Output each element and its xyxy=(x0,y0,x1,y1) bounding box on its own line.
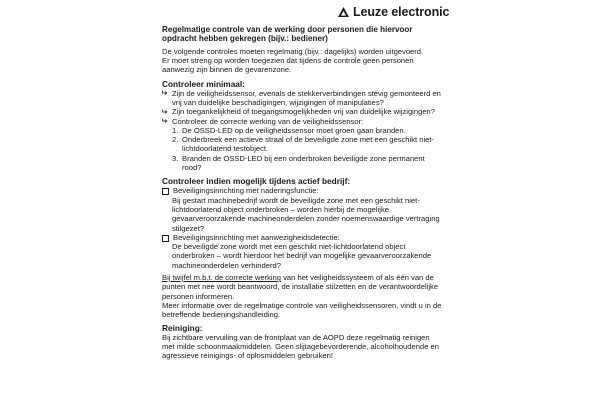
pointer-arrow-icon xyxy=(162,89,172,97)
step-item xyxy=(172,154,442,173)
more-info-paragraph: Meer informatie over de regelmatige controle van veiligheidssensoren, vindt u in de betreffende bedieningshandleiding. xyxy=(162,300,442,320)
step-number: 3. xyxy=(172,153,179,163)
document-page xyxy=(162,25,442,360)
option-text: Bij gestart machinebedrijf wordt de beveiligde zone met een geschikt niet-lichtdoorlatend object onderbroken – worden hierbij de mogelijke gevaarveroorzakende machineonderdelen zonder noemenswaardige vertraging stilgezet? xyxy=(172,195,440,233)
triangle-logo-icon xyxy=(338,7,349,17)
option-item xyxy=(162,186,442,232)
twijfel-rest: van het veiligheidssysteem of als één van de punten met nee wordt beantwoord, de installatie stilzetten en de verantwoordelijke personen informeren. xyxy=(162,273,439,301)
step-number: 1. xyxy=(172,125,179,135)
checkbox-icon xyxy=(162,235,169,242)
step-item xyxy=(172,126,442,135)
option-label: Beveiligingsinrichting met aanwezigheidsdetectie: xyxy=(173,232,340,242)
check-item-text: Zijn de veiligheidssensor, evenals de stekkerverbindingen stevig gemonteerd en vrij van duidelijke beschadigingen, wijzigingen of manipulaties? xyxy=(172,88,441,107)
option-label: Beveiligingsinrichting met naderingsfunctie: xyxy=(173,186,319,196)
check-item xyxy=(162,107,442,116)
section-title: Regelmatige controle van de werking door personen die hiervoor opdracht hebben gekregen (bijv.: bediener) xyxy=(162,25,413,44)
check-item-text: Controleer de correcte werking van de veiligheidssensor: xyxy=(172,116,364,126)
controleer-indien-heading: Controleer indien mogelijk tijdens actief bedrijf: xyxy=(162,176,351,187)
step-text: Onderbreek een actieve straal of de beveiligde zone met een geschikt niet-lichtdoorlatend testobject. xyxy=(182,135,435,154)
option-item xyxy=(162,233,442,270)
pointer-arrow-icon xyxy=(162,107,172,115)
brand-logo xyxy=(338,4,449,20)
step-text: De OSSD-LED op de veiligheidssensor moet groen gaan branden. xyxy=(182,125,406,135)
brand-name: Leuze electronic xyxy=(353,5,450,19)
step-item xyxy=(172,135,442,154)
twijfel-underlined: Bij twijfel m.b.t. de correcte werking xyxy=(162,273,282,283)
twijfel-paragraph xyxy=(162,273,442,301)
controleer-minimaal-heading: Controleer minimaal: xyxy=(162,78,245,89)
option-text: De beveiligde zone wordt met een geschikt niet-lichtdoorlatend object onderbroken – wordt hierdoor het bedrijf van mogelijke gevaarveroorzakende machineonderdelen verhinderd? xyxy=(172,242,432,270)
checkbox-icon xyxy=(162,188,169,195)
reinigen-heading: Reiniging: xyxy=(162,322,203,333)
warning-paragraph: Er moet streng op worden toegezien dat tijdens de controle geen personen aanwezig zijn binnen de gevarenzone. xyxy=(162,56,414,75)
intro-paragraph: De volgende controles moeten regelmatig (bijv.: dagelijks) worden uitgevoerd. xyxy=(162,46,424,56)
check-item xyxy=(162,117,442,126)
reinigen-paragraph: Bij zichtbare vervuiling van de frontplaat van de AOPD deze regelmatig reinigen met milde schoonmaakmiddelen. Geen slijtagebevorderende, alcoholhoudende en agressieve reinigings- of oplosmiddelen gebruiken! xyxy=(162,332,439,361)
step-number: 2. xyxy=(172,135,179,145)
pointer-arrow-icon xyxy=(162,117,172,125)
check-item-text: Zijn toegankelijkheid of toegangsmogelijkheden vrij van duidelijke wijzigingen? xyxy=(172,107,435,117)
numbered-steps xyxy=(162,126,442,172)
check-item xyxy=(162,89,442,108)
step-text: Branden de OSSD-LED bij een onderbroken beveiligde zone permanent rood? xyxy=(182,153,425,173)
